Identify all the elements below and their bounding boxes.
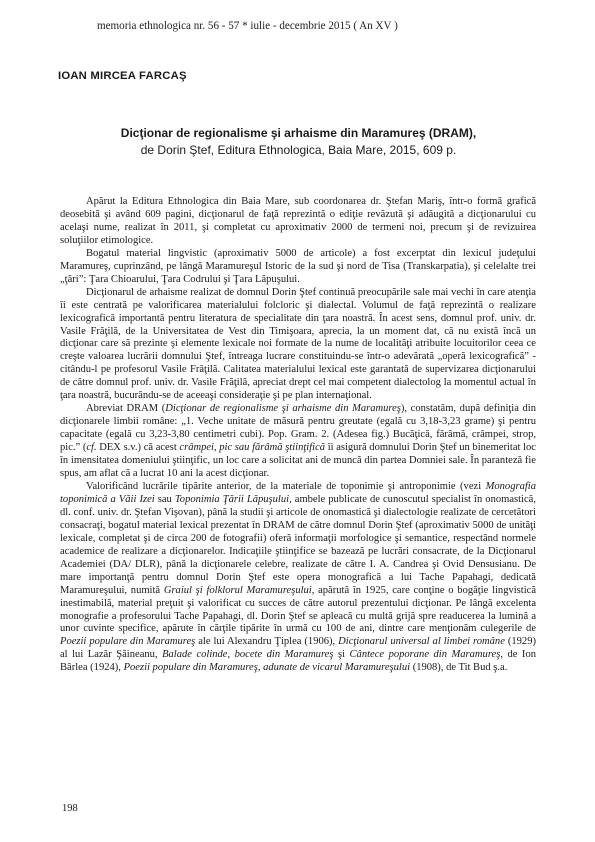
text-run: ambele publicate de cunoscutul specialist în onomastică, dl. conf. univ. dr. Ştefan Vişovan), până la studii şi articole de onomastică şi dialectologie realizate de cercetători consacraţi, bogatul material lexical prezentat în DRAM de către domnul Dorin Ştef (aproximativ 5000 de unităţi lexicale, completat şi de circa 200 de fotografii) oferă informaţii morfologice şi semantice, respectând normele academice de realizare a dicţionarelor. Indicaţiile ştiinţifice se bazează pe lucrări consacrate, de la Dicţionarul Academiei (DA/ DLR), până la dicţionarele celebre, realizate de către I. A. Candrea şi Ovid Densusianu. De mare importanţă pentru domnul Dorin Ştef este opera monografică a lui Tache Papahagi, dedicată Maramureşului, numită [60,493,536,596]
book-details: de Dorin Ştef, Editura Ethnologica, Baia Mare, 2015, 609 p. [140,143,457,157]
text-run: Abreviat DRAM ( [86,403,166,415]
text-run: îi asigură domnului Dorin Ştef un binemeritat loc în imensitatea domeniului ştiinţific, un loc care a solicitat ani de muncă din partea Domniei sale. În paranteză fie spus, am aflat că a lucrat 10 ani la acest dicţionar. [60,442,536,480]
text-run: DEX s.v.) că acest [96,442,180,454]
italic-title: Poezii populare din Maramureş [60,636,196,648]
running-header: memoria ethnologica nr. 56 - 57 * iulie - decembrie 2015 ( An XV ) [97,20,398,32]
paragraph-2: Bogatul material lingvistic (aproximativ 5000 de articole) a fost excerptat din lexicul judeţului Maramureş, cuprinzând, pe lângă Maramureşul Istoric de la sud şi nord de Tisa (Transkarpatia), şi celelalte trei „ţări”: Ţara Chioarului, Ţara Codrului şi Ţara Lăpuşului. [60,247,536,285]
text-run: (1908), de Tit Bud ş.a. [410,662,508,674]
text-run: sau [154,493,175,505]
text-run: , de Ion Bârlea (1924), [60,649,536,674]
review-title [60,125,537,159]
italic-title: Graiul şi folklorul Maramureşului [163,584,312,596]
italic-title: Dicţionar de regionalisme şi arhaisme din Maramureş [165,403,401,415]
italic-title: Poezii populare din Maramureş, adunate de vicarul Maramureşului [123,662,411,674]
text-run: (1929) al lui Lazăr Şăineanu, [60,636,536,661]
italic-title: Dicţionarul universal al limbei române [338,636,505,648]
italic-title: Balade colinde, bocete din Maramureş [162,649,334,661]
author-name: IOAN MIRCEA FARCAŞ [58,70,187,82]
book-title: Dicţionar de regionalisme şi arhaisme din Maramureş (DRAM), [120,126,477,140]
paragraph-3: Dicţionarul de arhaisme realizat de domnul Dorin Ştef continuă preocupările sale mai vechi în care atenţia îi este centrată pe valorificarea materialului folcloric şi dialectal. Volumul de faţă reprezintă o realizare lexicografică importantă pentru literatura de specialitate din ţara noastră. În acest sens, domnul prof. univ. dr. Vasile Frăţilă, de la Universitatea de Vest din Timişoara, aprecia, la un moment dat, că nu există încă un dicţionar care să prezinte şi elemente lexicale noi formate de la nume de localităţi atribuite locuitorilor ceea ce creşte valoarea lucrării domnului Ştef, întreaga lucrare constituindu-se într-o adevărată „operă lexicografică” - citându-l pe profesorul Vasile Frăţilă. Calitatea materialului lexical este garantată de supervizarea dicţionarului de către domnul prof. univ. dr. Vasile Frăţilă, apreciat drept cel mai competent dialectolog la momentul actual în ţara noastră, bucurându-se de aceeaşi consideraţie şi pe plan internaţional. [60,286,536,402]
paragraph-5 [60,481,536,675]
paragraph-4 [60,403,536,481]
page-number: 198 [62,803,78,814]
italic-title: Toponimia Ţării Lăpuşului, [174,493,292,505]
italic-phrase: crâmpei, pic sau fărâmă ştiinţifică [179,442,326,454]
text-run: ale lui Alexandru Ţiplea (1906), [195,636,339,648]
text-run: Valorificând lucrările tipărite anterior, de la materiale de toponimie şi antroponimie (vezi [86,480,486,492]
text-run: ), constatăm, după definiţia din dicţionarele limbii române: „1. Veche unitate de măsură pentru greutate (egală cu 3,18-3,23 grame) şi pentru capacitate (egală cu 3,23-3,80 centimetri cubi). Pop. Gram. 2. (Adesea fig.) Bucăţică, fărâmă, crâmpei, strop, pic.” ( [60,403,536,454]
paragraph-1: Apărut la Editura Ethnologica din Baia Mare, sub coordonarea dr. Ştefan Mariş, într-o formă grafică deosebită şi având 609 pagini, dicţionarul de faţă reprezintă o ediţie revăzută şi adăugită a dicţionarului cu acelaşi nume, realizat în 2011, şi completat cu aproximativ 2000 de termeni noi, precum şi de revizuirea soluţiilor etimologice. [60,196,536,246]
italic-abbrev: cf. [86,442,97,454]
article-body [60,196,536,675]
italic-title: Monografia toponimică a Văii Izei [60,480,536,505]
text-run: , apărută în 1925, care conţine o bogăţie lingvistică inestimabilă, material preţuit şi valorificat cu succes de către autorul prezentului dicţionar. Pe lângă excelenta monografie a profesorului Tache Papahagi, dl. Dorin Ştef se apleacă cu multă grijă spre readucerea la lumină a unor cuvinte specifice, apărute în cărţile tipărite în urmă cu 100 de ani, dintre care menţionăm culegerile de [60,584,536,635]
text-run: şi [333,649,350,661]
italic-title: Cântece poporane din Maramureş [349,649,501,661]
